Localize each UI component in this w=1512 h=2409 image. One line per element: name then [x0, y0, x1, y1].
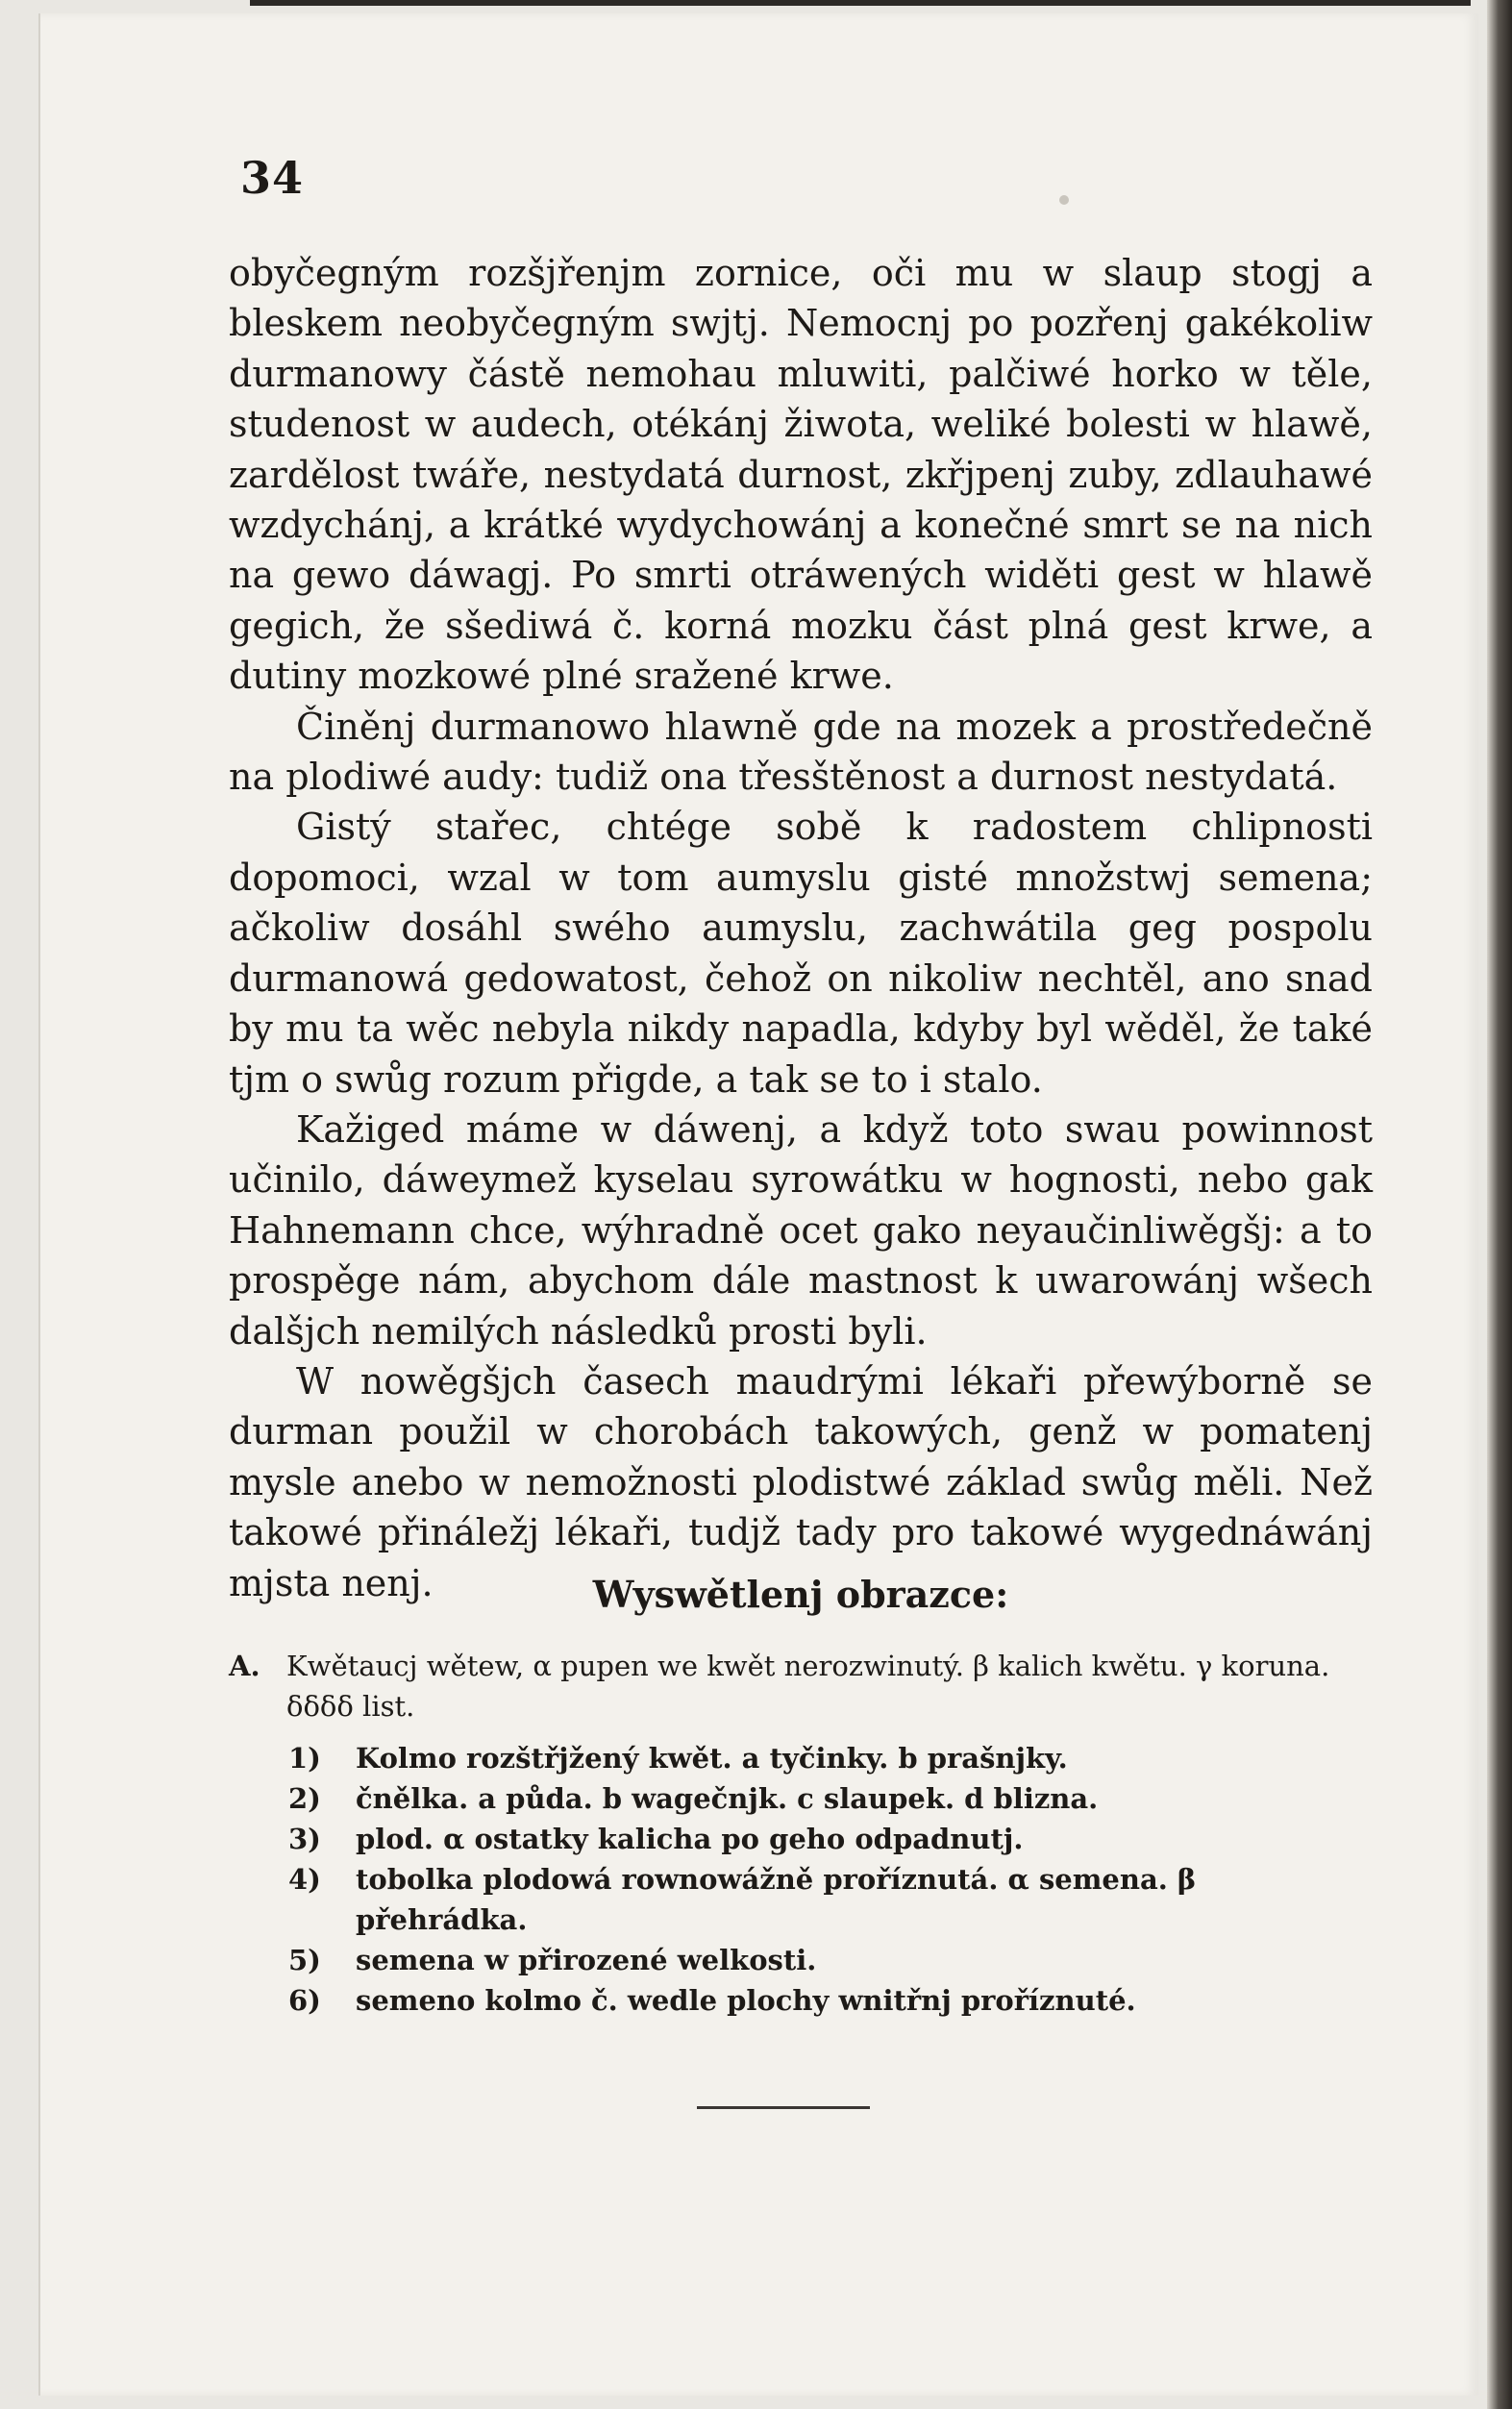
paragraph: W nowěgšjch časech maudrými lékaři přewýborně se durman použil w chorobách takowých, genž w pomatenj mysle anebo w nemožnosti plodistwé základ swůg měli. Než takowé přináležj lékaři, tudjž tady pro takowé wygednáwánj mjsta nenj.	[229, 1359, 1373, 1604]
paragraph: Kažiged máme w dáwenj, a když toto swau powinnost učinilo, dáweymež kyselau syrowátku w hognosti, nebo gak Hahnemann chce, wýhradně ocet gako neyaučinliwěgšj: a to prospěge nám, abychom dále mastnost k uwarowánj wšech dalšjch nemilých následků prosti byli.	[229, 1107, 1373, 1353]
caption-item	[288, 1738, 1373, 1778]
caption-number: 2)	[288, 1782, 321, 1815]
paragraph: obyčegným rozšjřenjm zornice, oči mu w slaup stogj a bleskem neobyčegným swjtj. Nemocnj po pozřenj gakékoliw durmanowy částě nemohau mluwiti, palčiwé horko w těle, studenost w audech, otékánj žiwota, weliké bolesti w hlawě, zardělost twáře, nestydatá durnost, zkřjpenj zuby, zdlauhawé wzdychánj, a krátké wydychowánj a konečné smrt se na nich na gewo dáwagj. Po smrti otráwených widěti gest w hlawě gegich, že sšediwá č. korná mozku část plná gest krwe, a dutiny mozkowé plné sražené krwe.	[229, 252, 1373, 698]
scan-top-edge	[250, 0, 1471, 6]
caption-text: Kolmo rozštřjžený kwět. a tyčinky. b prašnjky.	[356, 1742, 1068, 1775]
caption-key: A.	[229, 1650, 260, 1682]
explanation-heading: Wyswětlenj obrazce:	[592, 1573, 1009, 1616]
caption-number: 3)	[288, 1823, 321, 1855]
caption-item	[288, 1819, 1373, 1859]
caption-text: Kwětaucj wětew, α pupen we kwět nerozwinutý. β kalich kwětu. γ koruna. δδδδ list.	[286, 1650, 1330, 1723]
caption-text: plod. α ostatky kalicha po geho odpadnutj.	[356, 1823, 1024, 1855]
caption-a	[229, 1646, 1373, 1726]
caption-number: 6)	[288, 1984, 321, 2017]
caption-item	[288, 1980, 1373, 2021]
caption-list	[288, 1738, 1373, 2021]
paper-speck	[1059, 195, 1069, 205]
caption-item	[288, 1940, 1373, 1980]
paragraph: Gistý stařec, chtége sobě k radostem chlipnosti dopomoci, wzal w tom aumyslu gisté množstwj semena; ačkoliw dosáhl swého aumyslu, zachwátila geg pospolu durmanowá gedowatost, čehož on nikoliw nechtěl, ano snad by mu ta wěc nebyla nikdy napadla, kdyby byl wěděl, že také tjm o swůg rozum přigde, a tak se to i stalo.	[229, 806, 1373, 1101]
caption-item	[288, 1859, 1373, 1940]
caption-number: 1)	[288, 1742, 321, 1775]
page-number: 34	[240, 152, 305, 204]
caption-number: 4)	[288, 1863, 321, 1896]
end-rule	[697, 2106, 870, 2109]
caption-item	[288, 1778, 1373, 1819]
body-text	[229, 248, 1373, 1608]
caption-text: tobolka plodowá rownowážně proříznutá. α semena. β přehrádka.	[356, 1863, 1197, 1936]
paragraph: Činěnj durmanowo hlawně gde na mozek a prostředečně na plodiwé audy: tudiž ona třesštěnost a durnost nestydatá.	[229, 705, 1373, 799]
book-spine-edge	[1487, 0, 1512, 2409]
caption-number: 5)	[288, 1944, 321, 1976]
caption-text: čnělka. a půda. b wagečnjk. c slaupek. d blizna.	[356, 1782, 1099, 1815]
figure-captions	[229, 1646, 1373, 2021]
caption-text: semena w přirozené welkosti.	[356, 1944, 817, 1976]
caption-text: semeno kolmo č. wedle plochy wnitřnj proříznuté.	[356, 1984, 1136, 2017]
